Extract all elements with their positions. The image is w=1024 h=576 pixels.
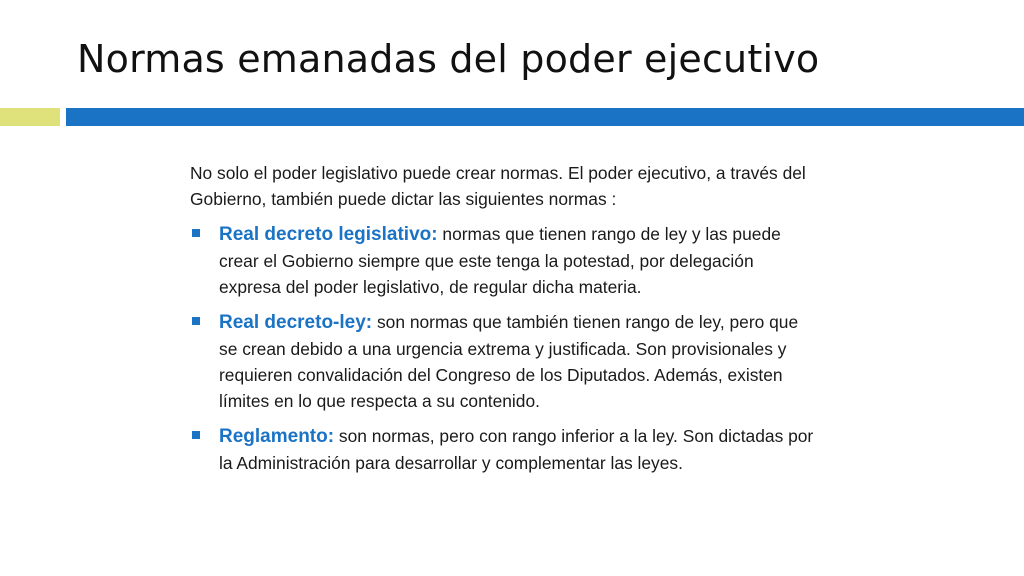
bullet-term: Reglamento:	[219, 426, 335, 447]
bullet-text: normas que tienen rango de ley y las puede crear el Gobierno siempre que este tenga la potestad, por delegación expresa del poder legislativo, de regular dicha materia.	[219, 224, 781, 297]
bullet-item-real-decreto-ley	[190, 309, 820, 414]
bullet-text: son normas que también tienen rango de ley, pero que se crean debido a una urgencia extrema y justificada. Son provisionales y requieren convalidación del Congreso de los Diputados. Además, existen límites en lo que respecta a su contenido.	[219, 312, 799, 411]
title-underline-bar	[66, 108, 1024, 126]
bullet-item-reglamento	[190, 423, 820, 476]
slide-title: Normas emanadas del poder ejecutivo	[77, 37, 820, 81]
bullet-list	[190, 221, 820, 476]
bullet-term: Real decreto legislativo:	[219, 224, 438, 245]
square-bullet-icon	[192, 229, 200, 237]
title-accent-bar	[0, 108, 60, 126]
square-bullet-icon	[192, 317, 200, 325]
bullet-text: son normas, pero con rango inferior a la ley. Son dictadas por la Administración para desarrollar y complementar las leyes.	[219, 426, 814, 473]
bullet-term: Real decreto-ley:	[219, 312, 373, 333]
square-bullet-icon	[192, 431, 200, 439]
bullet-item-real-decreto-legislativo	[190, 221, 820, 300]
slide-content	[190, 160, 820, 485]
intro-paragraph: No solo el poder legislativo puede crear normas. El poder ejecutivo, a través del Gobierno, también puede dictar las siguientes normas :	[190, 163, 806, 209]
